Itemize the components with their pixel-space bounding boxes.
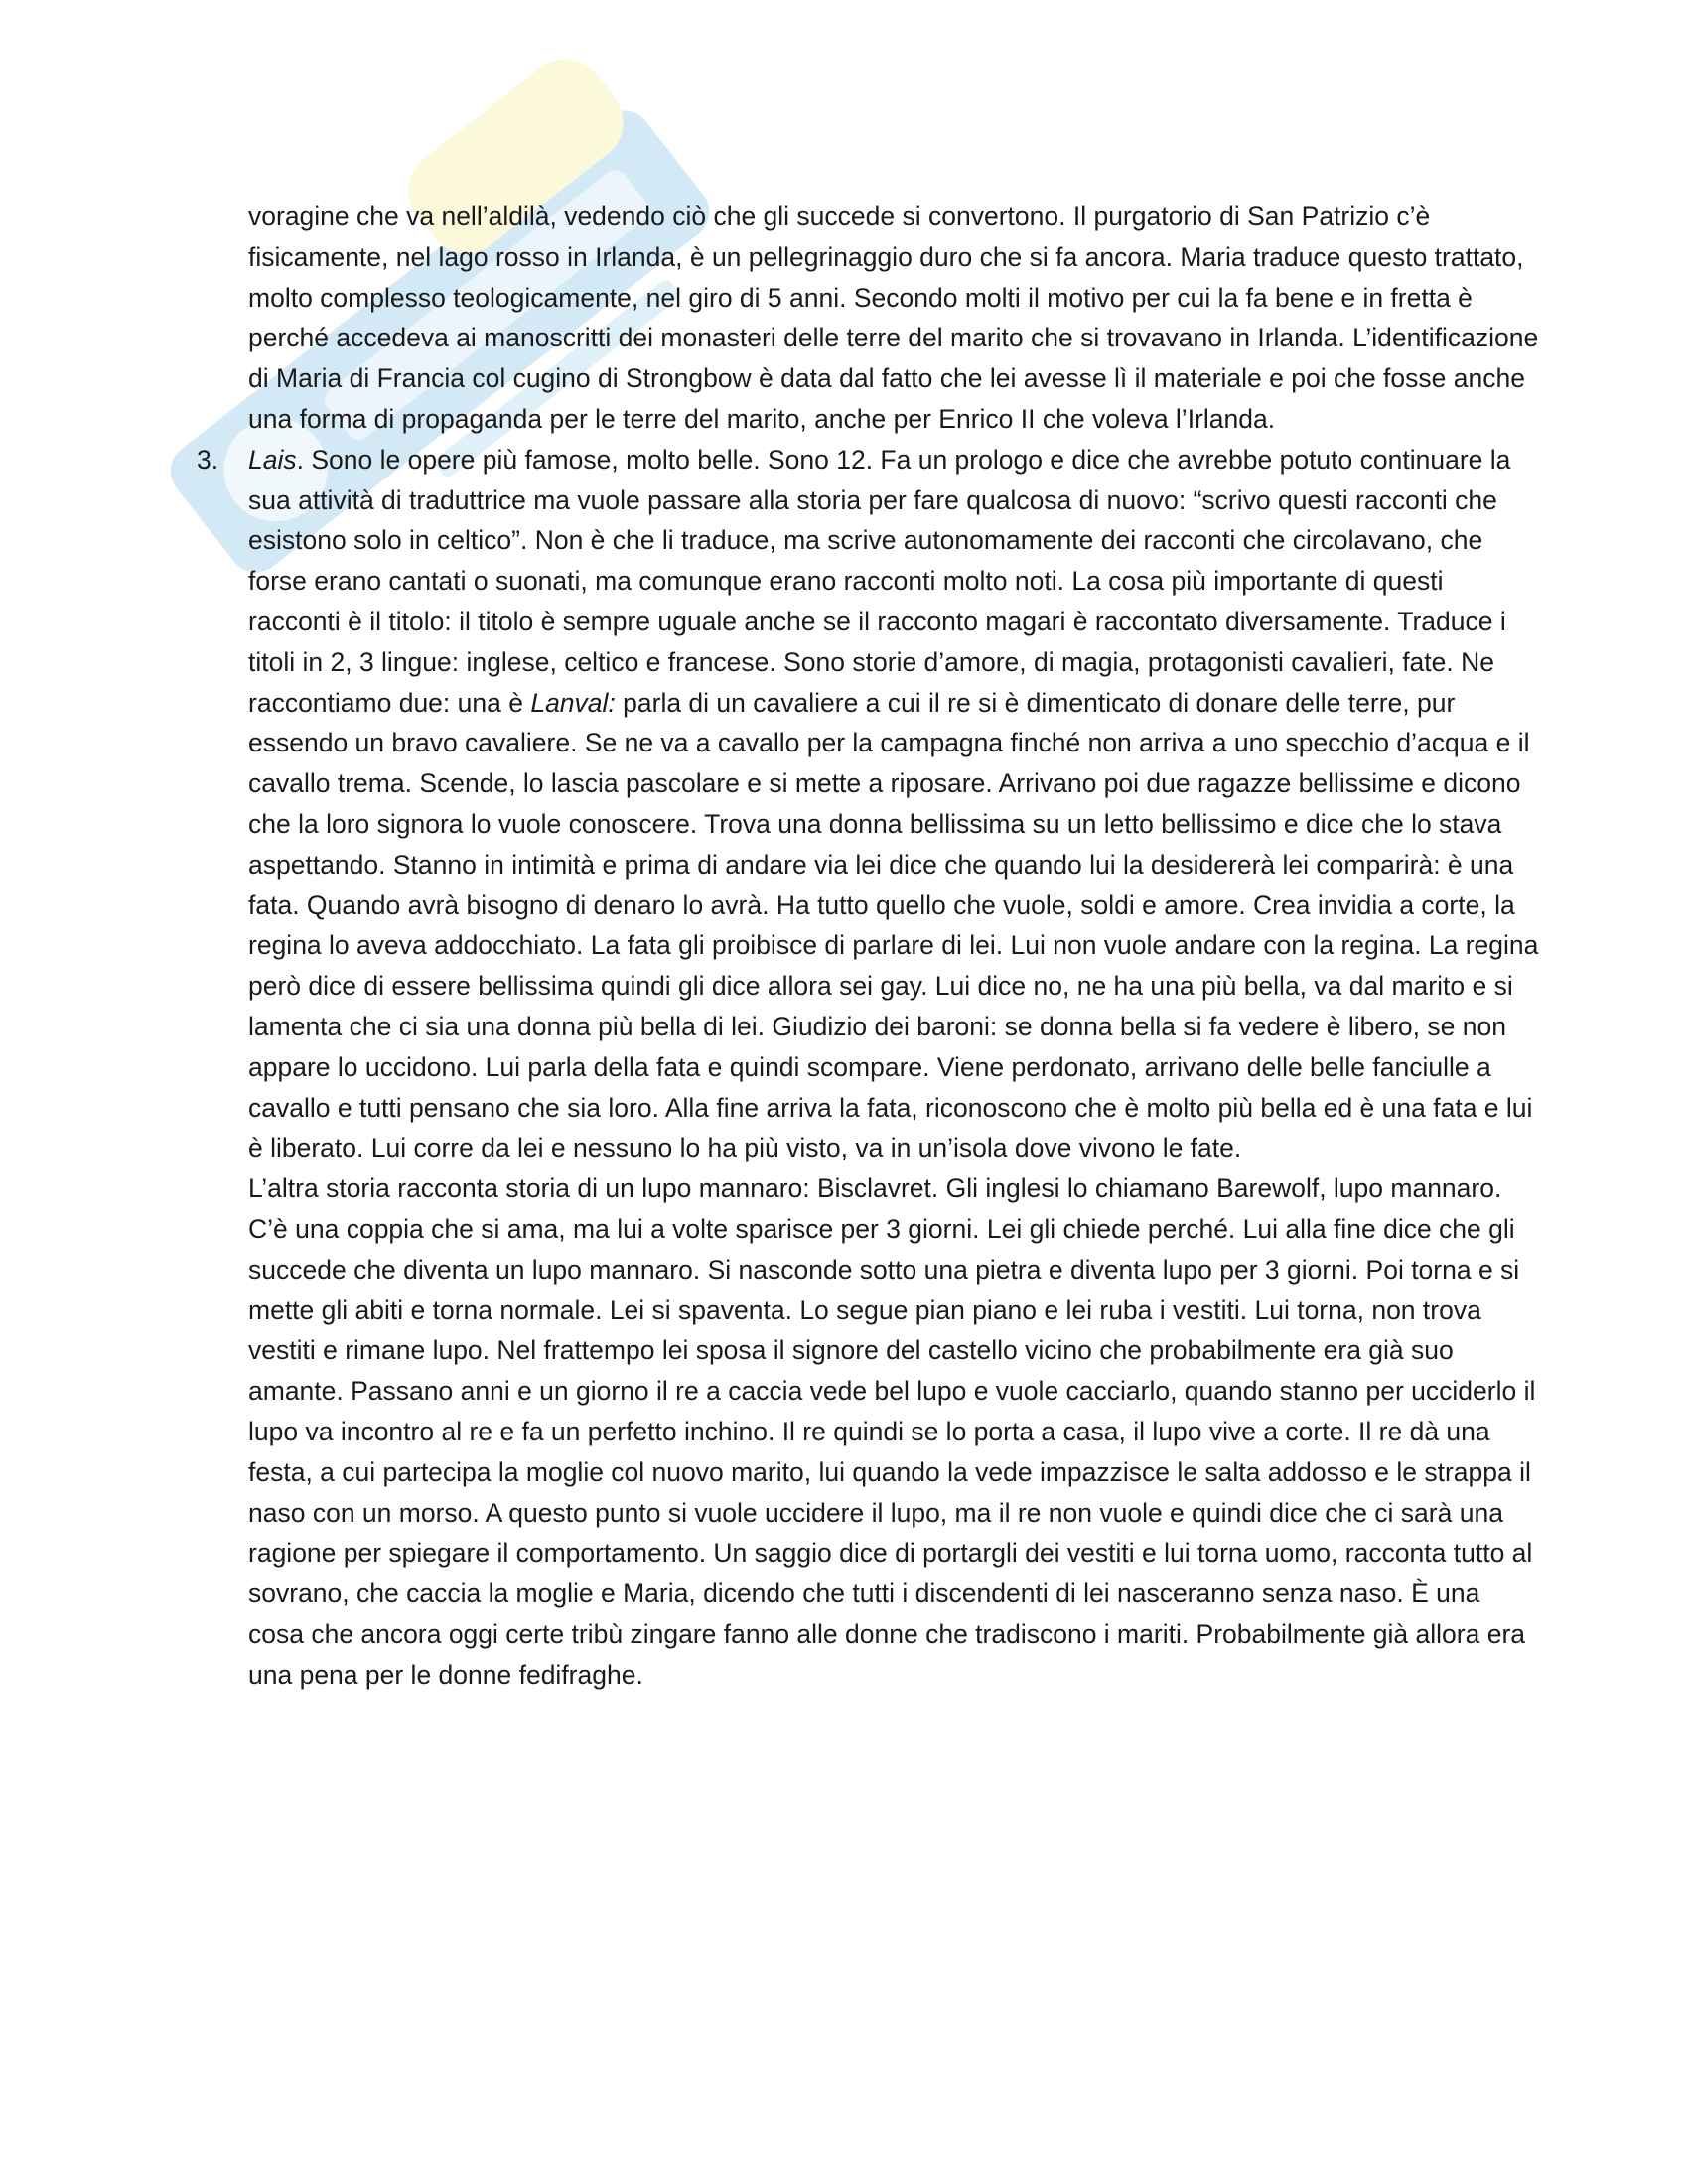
lais-title: Lais (248, 444, 297, 475)
lais-text-part-1: . Sono le opere più famose, molto belle. Sono 12. Fa un prologo e dice che avrebbe potuto continuare la sua attività di traduttrice ma vuole passare alla storia per fare qualcosa di nuovo: “scrivo questi racconti che esistono solo in celtico”. Non è che li traduce, ma scrive autonomamente dei racconti che circolavano, che forse erano cantati o suonati, ma comunque erano racconti molto noti. La cosa più importante di questi racconti è il titolo: il titolo è sempre uguale anche se il racconto magari è raccontato diversamente. Traduce i titoli in 2, 3 lingue: inglese, celtico e francese. Sono storie d’amore, di magia, protagonisti cavalieri, fate. Ne raccontiamo due: una è (248, 444, 1511, 718)
lais-text-part-2: parla di un cavaliere a cui il re si è dimenticato di donare delle terre, pur essendo un bravo cavaliere. Se ne va a cavallo per la campagna finché non arriva a uno specchio d’acqua e il cavallo trema. Scende, lo lascia pascolare e si mette a riposare. Arrivano poi due ragazze bellissime e dicono che la loro signora lo vuole conoscere. Trova una donna bellissima su un letto bellissimo e dice che lo stava aspettando. Stanno in intimità e prima di andare via lei dice che quando lui la desidererà lei comparirà: è una fata. Quando avrà bisogno di denaro lo avrà. Ha tutto quello che vuole, soldi e amore. Crea invidia a corte, la regina lo aveva addocchiato. La fata gli proibisce di parlare di lei. Lui non vuole andare con la regina. La regina però dice di essere bellissima quindi gli dice allora sei gay. Lui dice no, ne ha una più bella, va dal marito e si lamenta che ci sia una donna più bella di lei. Giudizio dei baroni: se donna bella si fa vedere è libero, se non appare lo uccidono. Lui parla della fata e quindi scompare. Viene perdonato, arrivano delle belle fanciulle a cavallo e tutti pensano che sia loro. Alla fine arriva la fata, riconoscono che è molto più bella ed è una fata e lui è liberato. Lui corre da lei e nessuno lo ha più visto, va in un’isola dove vivono le fate. (248, 687, 1539, 1163)
lanval-title: Lanval: (530, 687, 616, 718)
paragraph-purgatorio: voragine che va nell’aldilà, vedendo ciò che gli succede si convertono. Il purgatorio di San Patrizio c’è fisicamente, nel lago rosso in Irlanda, è un pellegrinaggio duro che si fa ancora. Maria traduce questo trattato, molto complesso teologicamente, nel giro di 5 anni. Secondo molti il motivo per cui la fa bene e in fretta è perché accedeva ai manoscritti dei monasteri delle terre del marito che si trovavano in Irlanda. L’identificazione di Maria di Francia col cugino di Strongbow è data dal fatto che lei avesse lì il materiale e poi che fosse anche una forma di propaganda per le terre del marito, anche per Enrico II che voleva l’Irlanda. (248, 202, 1539, 434)
list-item-3-lais (197, 440, 1539, 1168)
document-body (197, 197, 1539, 1695)
paragraph-bisclavret: L’altra storia racconta storia di un lupo mannaro: Bisclavret. Gli inglesi lo chiamano Barewolf, lupo mannaro. C’è una coppia che si ama, ma lui a volte sparisce per 3 giorni. Lei gli chiede perché. Lui alla fine dice che gli succede che diventa un lupo mannaro. Si nasconde sotto una pietra e diventa lupo per 3 giorni. Poi torna e si mette gli abiti e torna normale. Lei si spaventa. Lo segue pian piano e lei ruba i vestiti. Lui torna, non trova vestiti e rimane lupo. Nel frattempo lei sposa il signore del castello vicino che probabilmente era già suo amante. Passano anni e un giorno il re a caccia vede bel lupo e vuole cacciarlo, quando stanno per ucciderlo il lupo va incontro al re e fa un perfetto inchino. Il re quindi se lo porta a casa, il lupo vive a corte. Il re dà una festa, a cui partecipa la moglie col nuovo marito, lui quando la vede impazzisce le salta addosso e le strappa il naso con un morso. A questo punto si vuole uccidere il lupo, ma il re non vuole e quindi dice che ci sarà una ragione per spiegare il comportamento. Un saggio dice di portargli dei vestiti e lui torna uomo, racconta tutto al sovrano, che caccia la moglie e Maria, dicendo che tutti i discendenti di lei nasceranno senza naso. È una cosa che ancora oggi certe tribù zingare fanno alle donne che tradiscono i mariti. Probabilmente già allora era una pena per le donne fedifraghe. (248, 1173, 1536, 1690)
list-number: 3. (197, 444, 219, 475)
